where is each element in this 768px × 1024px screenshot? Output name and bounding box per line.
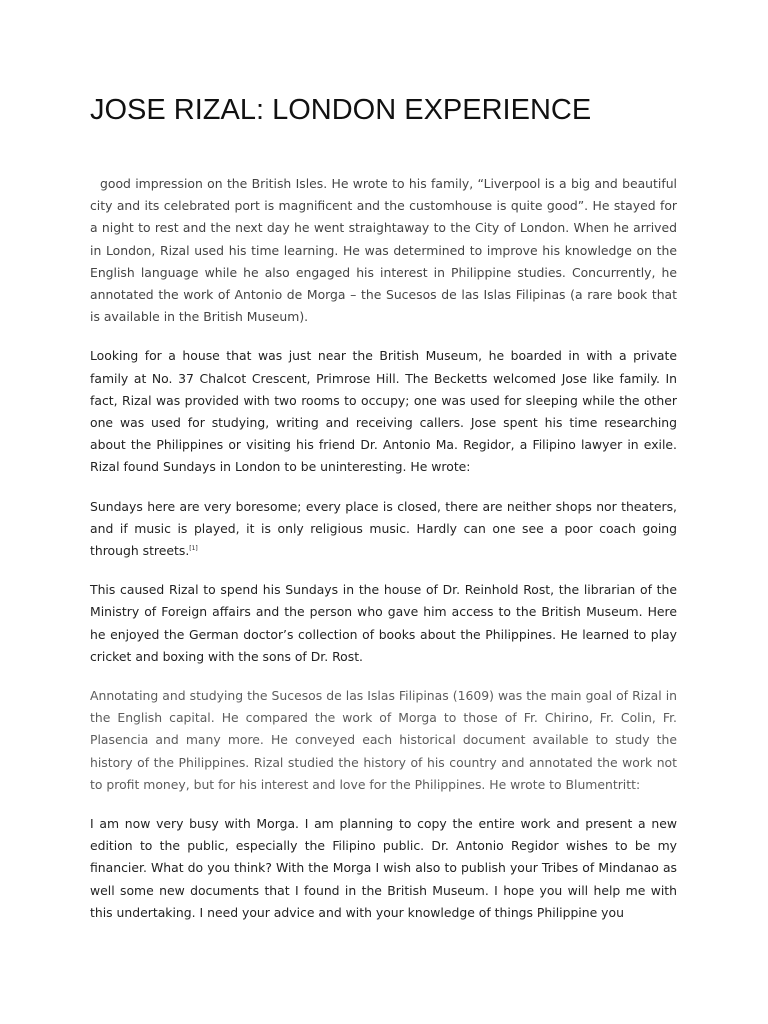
paragraph: This caused Rizal to spend his Sundays in the house of Dr. Reinhold Rost, the librarian of the Ministry of Foreign affairs and the person who gave him access to the British Museum. Here he enjoyed the German doctor’s collection of books about the Philippines. He learned to play cricket and boxing with the sons of Dr. Rost. [90,582,677,664]
paragraph: good impression on the British Isles. He wrote to his family, “Liverpool is a big and beautiful city and its celebrated port is magnificent and the customhouse is quite good”. He stayed for a night to rest and the next day he went straightaway to the City of London. When he arrived in London, Rizal used his time learning. He was determined to improve his knowledge on the English language while he also engaged his interest in Philippine studies. Concurrently, he annotated the work of Antonio de Morga – the Sucesos de las Islas Filipinas (a rare book that is available in the British Museum). [90,176,677,325]
quote-paragraph [90,496,677,563]
document-body [90,173,677,941]
document-title: JOSE RIZAL: LONDON EXPERIENCE [90,94,592,126]
paragraph: Annotating and studying the Sucesos de las Islas Filipinas (1609) was the main goal of Rizal in the English capital. He compared the work of Morga to those of Fr. Chirino, Fr. Colin, Fr. Plasencia and many more. He conveyed each historical document available to study the history of the Philippines. Rizal studied the history of his country and annotated the work not to profit money, but for his interest and love for the Philippines. He wrote to Blumentritt: [90,688,677,792]
paragraph: Looking for a house that was just near the British Museum, he boarded in with a private family at No. 37 Chalcot Crescent, Primrose Hill. The Becketts welcomed Jose like family. In fact, Rizal was provided with two rooms to occupy; one was used for sleeping while the other one was used for studying, writing and receiving callers. Jose spent his time researching about the Philippines or visiting his friend Dr. Antonio Ma. Regidor, a Filipino lawyer in exile. Rizal found Sundays in London to be uninteresting. He wrote: [90,348,677,475]
quote-paragraph: I am now very busy with Morga. I am planning to copy the entire work and present a new edition to the public, especially the Filipino public. Dr. Antonio Regidor wishes to be my financier. What do you think? With the Morga I wish also to publish your Tribes of Mindanao as well some new documents that I found in the British Museum. I hope you will help me with this undertaking. I need your advice and with your knowledge of things Philippine you [90,816,677,920]
footnote-marker: [1] [189,544,198,552]
quote-text: Sundays here are very boresome; every place is closed, there are neither shops nor theaters, and if music is played, it is only religious music. Hardly can one see a poor coach going through streets. [90,498,677,559]
